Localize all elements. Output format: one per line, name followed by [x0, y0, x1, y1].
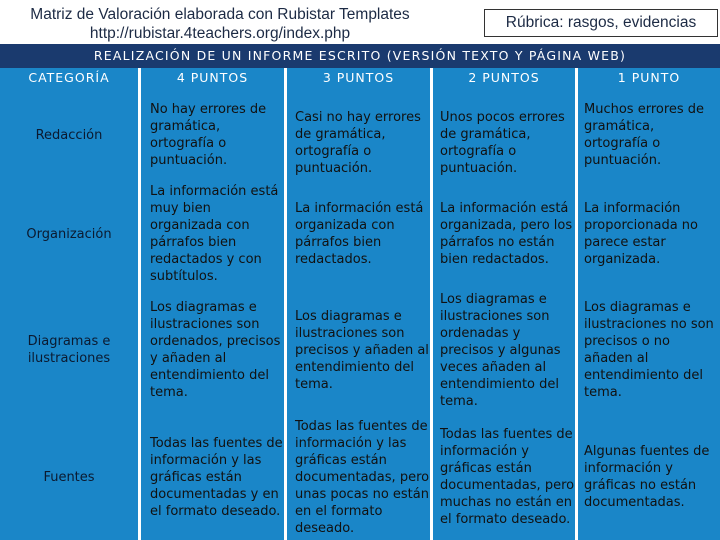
- title-line-1: Matriz de Valoración elaborada con Rubistar Templates: [30, 6, 410, 23]
- cell-redaccion-1: Muchos errores de gramática, ortografía o puntuación.: [584, 102, 705, 168]
- cell-fuentes-3: Todas las fuentes de información y las gráficas están documentadas, pero unas pocas no están en el formato deseado.: [295, 418, 430, 536]
- cell-diagramas-2: Los diagramas e ilustraciones son ordenadas y precisos y algunas veces añaden al entendimiento del tema.: [440, 291, 561, 409]
- cell-organizacion-3: La información está organizada con párrafos bien redactados.: [295, 201, 424, 267]
- header-2-puntos: 2 PUNTOS: [468, 70, 540, 85]
- cell-fuentes-1: Algunas fuentes de información y gráficas no están documentadas.: [584, 444, 710, 510]
- header-1-punto: 1 PUNTO: [617, 70, 681, 85]
- rubric-banner: REALIZACIÓN DE UN INFORME ESCRITO (VERSIÓN TEXTO Y PÁGINA WEB): [0, 44, 720, 68]
- category-redaccion: Redacción: [35, 127, 103, 143]
- cell-diagramas-4: Los diagramas e ilustraciones son ordenados, precisos y añaden al entendimiento del tema.: [150, 300, 281, 400]
- cell-diagramas-1: Los diagramas e ilustraciones no son precisos o no añaden al entendimiento del tema.: [584, 300, 714, 400]
- title-line-2: http://rubistar.4teachers.org/index.php: [89, 25, 351, 42]
- category-organizacion: Organización: [26, 226, 112, 242]
- cell-organizacion-1: La información proporcionada no parece estar organizada.: [584, 201, 698, 267]
- header-3-puntos: 3 PUNTOS: [322, 70, 395, 85]
- document-title: [0, 0, 440, 44]
- header-4-puntos: 4 PUNTOS: [176, 70, 249, 85]
- category-fuentes: Fuentes: [43, 469, 95, 485]
- cell-diagramas-3: Los diagramas e ilustraciones son precisos y añaden al entendimiento del tema.: [295, 308, 429, 392]
- cell-fuentes-2: Todas las fuentes de información y gráficas están documentadas, pero muchas no están en el formato deseado.: [440, 427, 575, 527]
- header-categoria: CATEGORÍA: [28, 70, 110, 85]
- cell-organizacion-2: La información está organizada, pero los párrafos no están bien redactados.: [440, 201, 573, 267]
- subtitle-box: Rúbrica: rasgos, evidencias: [484, 9, 718, 37]
- category-diagramas: Diagramas e ilustraciones: [27, 334, 111, 366]
- cell-redaccion-4: No hay errores de gramática, ortografía o puntuación.: [150, 102, 267, 168]
- cell-redaccion-3: Casi no hay errores de gramática, ortografía o puntuación.: [295, 110, 421, 176]
- cell-redaccion-2: Unos pocos errores de gramática, ortografía o puntuación.: [440, 110, 565, 176]
- cell-fuentes-4: Todas las fuentes de información y las gráficas están documentadas y en el formato deseado.: [150, 435, 283, 519]
- cell-organizacion-4: La información está muy bien organizada con párrafos bien redactados y con subtítulos.: [150, 184, 279, 284]
- rubric-table: [0, 68, 720, 540]
